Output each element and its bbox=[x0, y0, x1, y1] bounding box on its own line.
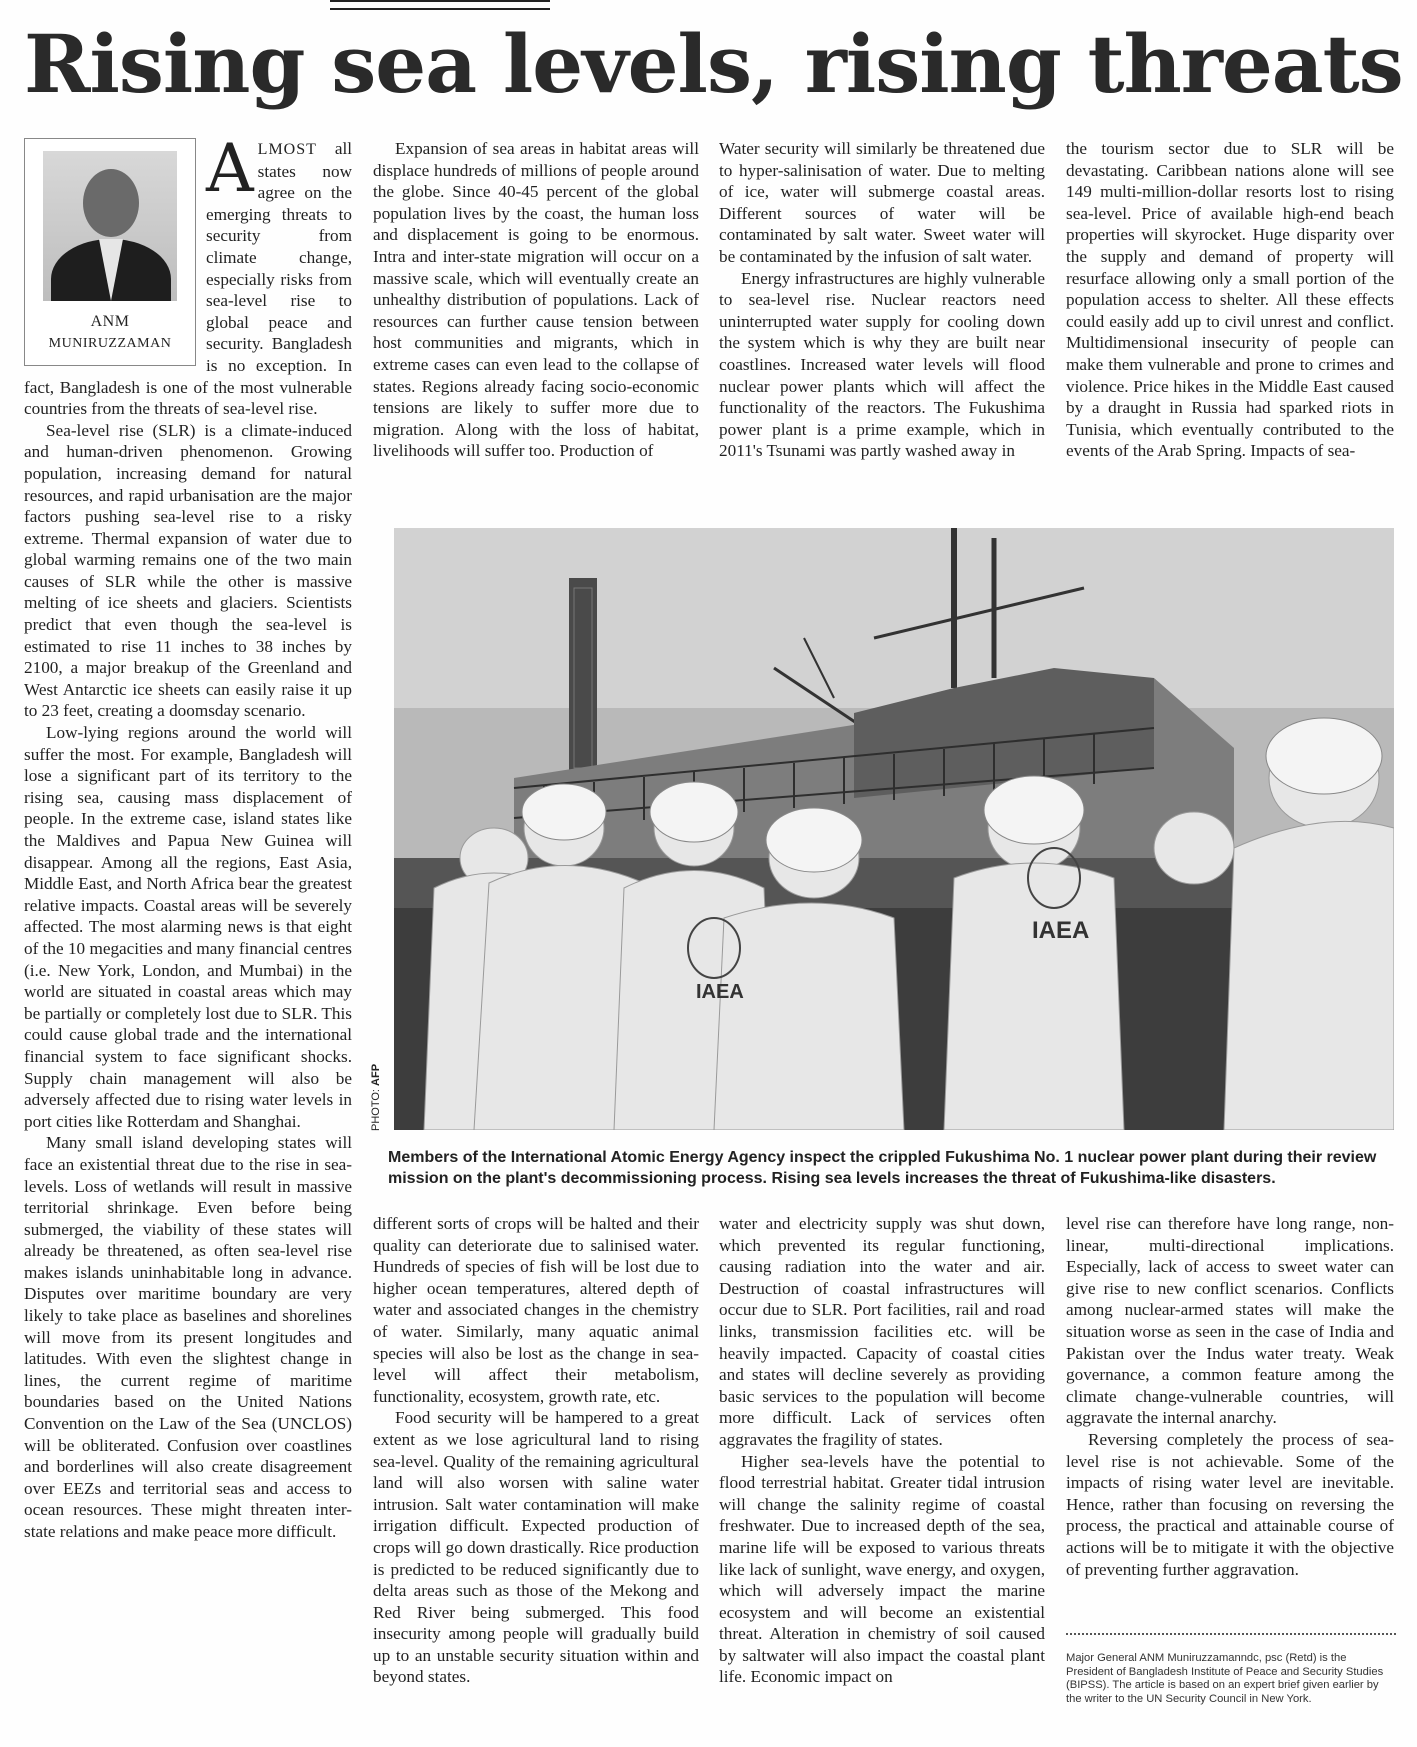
article-paragraph: different sorts of crops will be halted and their quality can deteriorate due to salinised water. Hundreds of species of fish will be lost due to higher ocean temperatures, altered depth of water and associated changes in the chemistry of water. Similarly, many aquatic animal species will also be lost as the change in sea-level will affect their metabolism, functionality, ecosystem, growth rate, etc. bbox=[373, 1214, 699, 1406]
photo-caption: Members of the International Atomic Energy Agency inspect the crippled Fukushima No. 1 nuclear power plant during their review mission on the plant's decommissioning process. Rising sea levels increases the threat of Fukushima-like disasters. bbox=[388, 1149, 1377, 1187]
article-column-4-bottom bbox=[1066, 1213, 1394, 1580]
section-label-bar bbox=[330, 0, 550, 10]
article-paragraph: the tourism sector due to SLR will be devastating. Caribbean nations alone will see 149 multi-million-dollar resorts lost to rising sea-level. Price of available high-end beach properties will skyrocket. Huge disparity over the supply and demand of property will resurface allowing only a small portion of the population access to shelter. All these effects could easily add up to civil unrest and conflict. Multidimensional insecurity of people can make them vulnerable and prone to crimes and violence. Price hikes in the Middle East caused by a draught in Russia had sparked riots in Tunisia, which eventually contributed to the events of the Arab Spring. Impacts of sea- bbox=[1066, 139, 1394, 461]
article-paragraph: water and electricity supply was shut down, which prevented its regular functioning, causing radiation into the water and air. Destruction of coastal infrastructures will occur due to SLR. Port facilities, rail and road links, transmission facilities etc. will be heavily impacted. Capacity of coastal cities and states will decline severely as providing basic services to the population will become more difficult. Lack of services often aggravates the fragility of states. bbox=[719, 1214, 1045, 1449]
author-last-name: MUNIRUZZAMAN bbox=[48, 336, 172, 351]
article-column-2-top bbox=[373, 138, 699, 462]
article-paragraph: level rise can therefore have long range, non-linear, multi-directional implications. Especially, lack of access to sweet water can give rise to new conflict scenarios. Conflicts among nuclear-armed states will make the situation worse as seen in the case of India and Pakistan over the Indus water treaty. Weak governance, a common feature among the climate change-vulnerable countries, will aggravate the internal anarchy. bbox=[1066, 1214, 1394, 1428]
article-paragraph: Reversing completely the process of sea-level rise is not achievable. Some of the impacts of rising water level are inevitable. Hence, rather than focusing on reversing the process, the practical and attainable course of actions will be to mitigate it with the objective of preventing further aggravation. bbox=[1066, 1429, 1394, 1579]
fukushima-photo bbox=[394, 528, 1394, 1130]
lead-words: LMOST bbox=[257, 141, 317, 158]
article-column-1 bbox=[24, 130, 352, 1543]
article-paragraph: Many small island developing states will face an existential threat due to the rise in sea-levels. Loss of wetlands will result in massive territorial shrinkage. Even before being submerged, the viability of these states will already be threatened, as often sea-level rise makes islands uninhabitable long in advance. Disputes over maritime boundary are very likely to take place as baselines and shorelines will move from its present longitudes and latitudes. With even the slightest change in lines, the current regime of maritime boundaries based on the United Nations Convention on the Law of the Sea (UNCLOS) will be obliterated. Confusion over coastlines and borderlines will also create disagreement over EEZs and territorial seas and access to ocean resources. These might threaten inter-state relations and make peace more difficult. bbox=[24, 1133, 352, 1541]
article-column-3-bottom bbox=[719, 1213, 1045, 1688]
author-first-name: ANM bbox=[90, 313, 130, 330]
article-paragraph: Food security will be hampered to a great extent as we lose agricultural land to rising sea-level. Quality of the remaining agricultural land will also worsen with saline water intrusion. Salt water contamination will make irrigation difficult. Expected production of crops will go down drastically. Rice production is predicted to be reduced significantly due to delta areas such as those of the Mekong and Red River being submerged. This food insecurity among people will gradually build up to an unstable security situation within and beyond states. bbox=[373, 1408, 699, 1687]
author-box bbox=[24, 138, 196, 366]
vest-label: IAEA bbox=[1032, 917, 1090, 944]
article-paragraph: Expansion of sea areas in habitat areas will displace hundreds of millions of people around the globe. Since 40-45 percent of the global population lives by the coast, the human loss and displacement is going to be enormous. Intra and inter-state migration will occur on a massive scale, which will eventually create an unhealthy distribution of populations. Lack of resources can further cause tension between host communities and migrants, which in extreme cases can even lead to the collapse of states. Regions already facing socio-economic tensions are likely to suffer more due to migration. Along with the loss of habitat, livelihoods will suffer too. Production of bbox=[373, 139, 699, 461]
bio-divider bbox=[1066, 1633, 1396, 1635]
vest-label: IAEA bbox=[696, 981, 744, 1003]
author-bio: Major General ANM Muniruzzamanndc, psc (Retd) is the President of Bangladesh Institute of Peace and Security Studies (BIPSS). The article is based on an expert brief given earlier by the writer to the UN Security Council in New York. bbox=[1066, 1652, 1384, 1705]
article-paragraph: Low-lying regions around the world will suffer the most. For example, Bangladesh will lose a significant part of its territory to the rising sea, causing mass displacement of people. In the extreme case, island states like the Maldives and Papua New Guinea will disappear. Among all the regions, East Asia, Middle East, and North Africa bear the greatest relative impacts. Coastal areas will be severely affected. The most alarming news is that eight of the 10 megacities and many financial centres (i.e. New York, London, and Mumbai) in the world are situated in coastal areas which may be partially or completely lost due to SLR. This could cause global trade and the international financial system to face significant shocks. Supply chain management will also be adversely affected due to rising water levels in port cities like Rotterdam and Shanghai. bbox=[24, 723, 352, 1131]
article-column-4-top bbox=[1066, 138, 1394, 462]
article-paragraph: Water security will similarly be threatened due to hyper-salinisation of water. Due to melting of ice, water will submerge coastal areas. Different sources of water will be contaminated by salt water. Sweet water will be contaminated by the infusion of salt water. bbox=[719, 139, 1045, 266]
article-paragraph: Sea-level rise (SLR) is a climate-induced and human-driven phenomenon. Growing population, increasing demand for natural resources, and rapid urbanisation are the major factors pushing sea-level rise to a risky extreme. Thermal expansion of water due to global warming remains one of the two main causes of SLR while the other is massive melting of ice sheets and glaciers. Scientists predict that even though the sea-level is estimated to rise 11 inches to 38 inches by 2100, a major breakup of the Greenland and West Antarctic ice sheets can easily raise it up to 23 feet, creating a doomsday scenario. bbox=[24, 420, 352, 721]
photo-credit-source: AFP bbox=[370, 1063, 382, 1086]
article-column-2-bottom bbox=[373, 1213, 699, 1688]
photo-credit bbox=[370, 1055, 390, 1131]
article-column-3-top bbox=[719, 138, 1045, 462]
paragraph-text: all states now agree on the emerging threats to security from climate change, especially risks from sea-level rise to global peace and security. Bangladesh is no exception. In fact, Bangladesh is one of the most vulnerable countries from the threats of sea-level rise. bbox=[24, 139, 352, 419]
author-photo bbox=[43, 151, 177, 301]
drop-cap: A bbox=[206, 130, 254, 207]
photo-credit-label: PHOTO: bbox=[370, 1089, 382, 1131]
headline: Rising sea levels, rising threats bbox=[24, 17, 1403, 111]
author-name bbox=[25, 311, 195, 354]
article-paragraph: Energy infrastructures are highly vulnerable to sea-level rise. Nuclear reactors need uninterrupted water supply for cooling down the system which is why they are built near coastlines. Increased water levels will flood nuclear power plants which will affect the functionality of the reactors. The Fukushima power plant is a prime example, which in 2011's Tsunami was partly washed away in bbox=[719, 268, 1045, 461]
article-paragraph: Higher sea-levels have the potential to flood terrestrial habitat. Greater tidal intrusion will change the salinity regime of coastal freshwater. Due to increased depth of the sea, marine life will be exposed to various threats like lack of sunlight, wave energy, and oxygen, which will adversely impact the marine ecosystem and will become an existential threat. Alteration in chemistry of soil caused by saltwater will also impact the coastal plant life. Economic impact on bbox=[719, 1451, 1045, 1687]
